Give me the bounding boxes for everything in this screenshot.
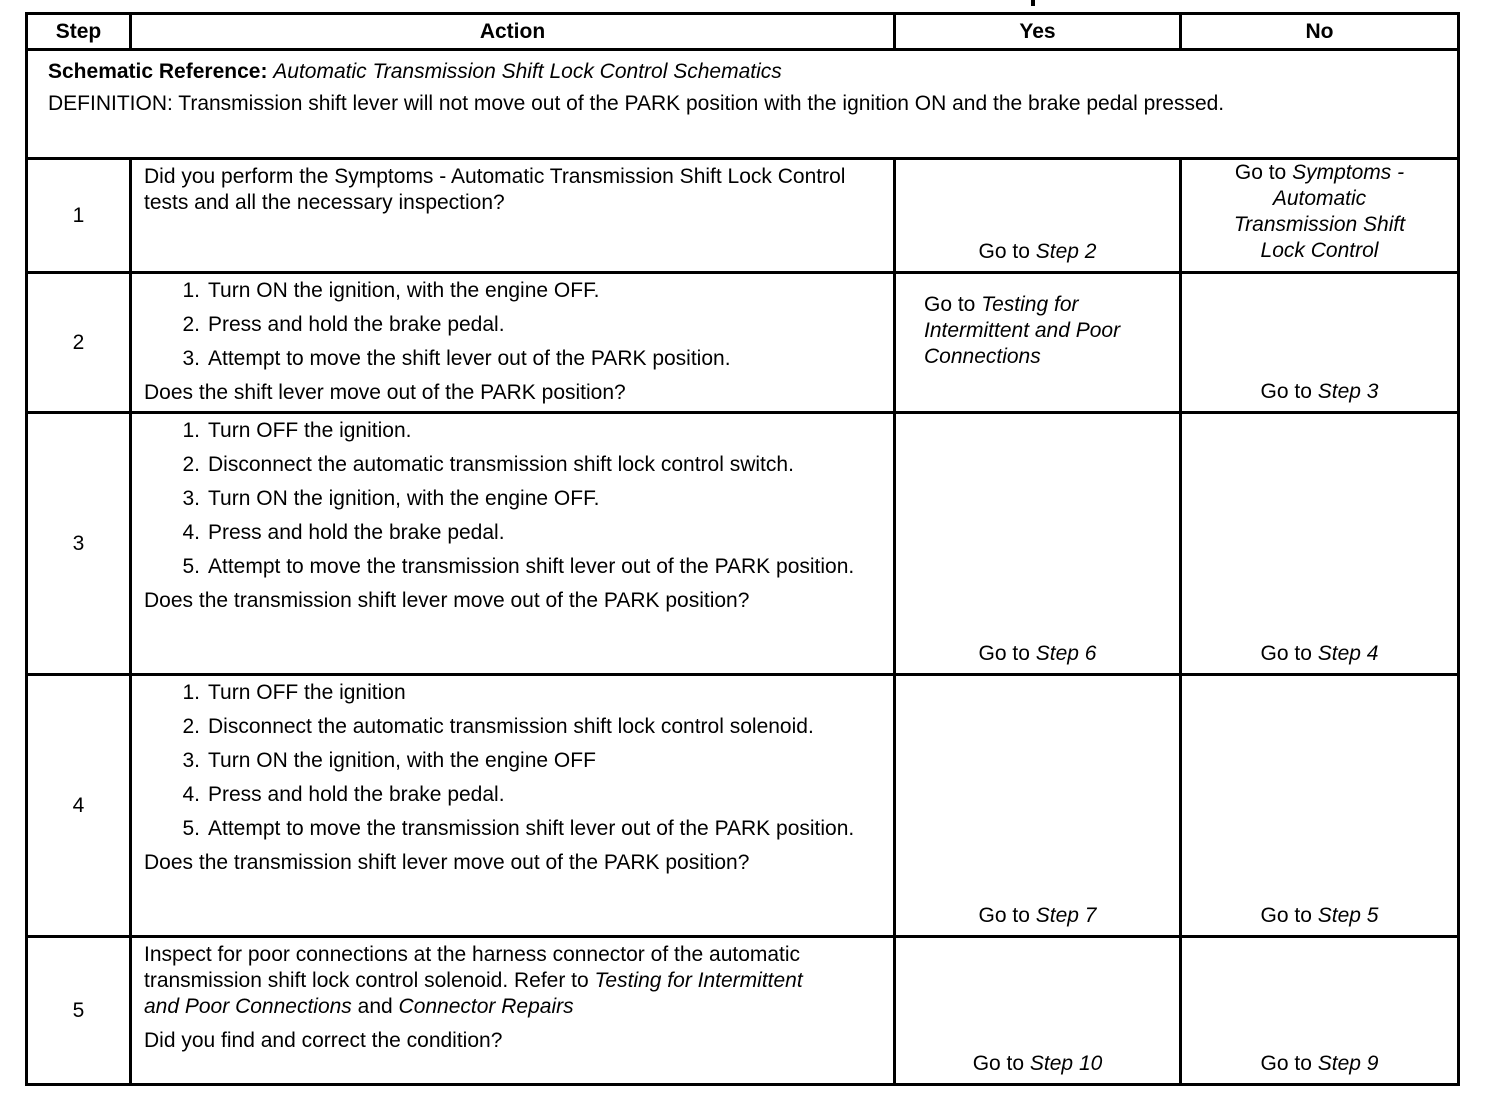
action-list [144,278,883,372]
go-to-label: Go to [924,293,976,316]
action-item: 5. Attempt to move the transmission shift lever out of the PARK position. [182,817,855,840]
yes-target: Step 2 [1035,240,1097,263]
yes-result[interactable] [896,274,1179,370]
yes-cell [895,413,1181,675]
no-target: Step 9 [1317,1052,1379,1075]
no-target: Step 3 [1317,380,1379,403]
header-yes: Yes [895,14,1181,50]
no-result[interactable] [1182,903,1457,929]
yes-cell [895,675,1181,937]
action-text: Inspect for poor connections at the harness connector of the automatic transmission shift lock control solenoid. Refer to Testing for Intermittent and Poor Connections and Connector Repairs [144,943,803,1018]
no-target: Step 5 [1317,904,1379,927]
go-to-label: Go to [978,642,1030,665]
step-number: 5 [27,937,131,1085]
action-cell [131,159,895,273]
action-item: 3. Turn ON the ignition, with the engine OFF [182,749,596,772]
action-item: 4. Press and hold the brake pedal. [182,521,505,544]
yes-cell [895,937,1181,1085]
no-target: Step 4 [1317,642,1379,665]
header-row [27,14,1459,50]
no-cell [1181,273,1459,413]
action-text: Did you perform the Symptoms - Automatic Transmission Shift Lock Control tests and all the necessary inspection? [144,165,846,214]
go-to-label: Go to [1260,642,1312,665]
go-to-label: Go to [1234,161,1287,184]
testing-reference-link[interactable]: Testing for Intermittent and Poor Connections [144,969,803,1018]
yes-target: Testing for Intermittent and Poor Connections [924,293,1121,368]
step-number: 2 [27,273,131,413]
go-to-label: Go to [978,240,1030,263]
action-question: Does the shift lever move out of the PARK position? [144,381,626,404]
page-mark [1031,0,1035,6]
action-question: Does the transmission shift lever move out of the PARK position? [144,851,750,874]
no-cell [1181,937,1459,1085]
action-item: 1. Turn ON the ignition, with the engine OFF. [182,279,600,302]
schematic-reference-label: Schematic Reference: [48,60,268,83]
no-target: Symptoms - Automatic Transmission Shift Lock Control [1233,161,1406,262]
yes-target: Step 6 [1035,642,1097,665]
yes-target: Step 10 [1029,1052,1103,1075]
no-result[interactable] [1182,641,1457,667]
action-item: 3. Turn ON the ignition, with the engine OFF. [182,487,600,510]
action-item: 1. Turn OFF the ignition [182,681,406,704]
header-step: Step [27,14,131,50]
action-item: 4. Press and hold the brake pedal. [182,783,505,806]
no-cell [1181,675,1459,937]
action-list [144,680,883,842]
action-item: 5. Attempt to move the transmission shift lever out of the PARK position. [182,555,855,578]
definition: DEFINITION: Transmission shift lever will not move out of the PARK position with the ignition ON and the brake pedal pressed. [48,92,1225,115]
table-row [27,159,1459,273]
action-item: 3. Attempt to move the shift lever out of the PARK position. [182,347,731,370]
table-row [27,413,1459,675]
yes-result[interactable] [896,239,1179,265]
yes-result[interactable] [896,641,1179,667]
schematic-reference-link[interactable]: Automatic Transmission Shift Lock Control Schematics [273,60,782,83]
step-number: 1 [27,159,131,273]
yes-result[interactable] [896,1051,1179,1077]
step-number: 3 [27,413,131,675]
schematic-reference [48,59,1457,85]
go-to-label: Go to [978,904,1030,927]
header-no: No [1181,14,1459,50]
no-cell [1181,413,1459,675]
action-item: 2. Press and hold the brake pedal. [182,313,505,336]
yes-target: Step 7 [1035,904,1097,927]
table-row [27,675,1459,937]
go-to-label: Go to [1260,904,1312,927]
action-question: Does the transmission shift lever move out of the PARK position? [144,589,750,612]
action-cell [131,273,895,413]
step-number: 4 [27,675,131,937]
yes-cell [895,273,1181,413]
action-cell [131,937,895,1085]
no-result[interactable] [1182,1051,1457,1077]
yes-cell [895,159,1181,273]
table-row [27,937,1459,1085]
reference-cell [27,50,1459,159]
no-result[interactable] [1182,160,1457,264]
no-result[interactable] [1182,379,1457,405]
go-to-label: Go to [972,1052,1025,1075]
connector-repairs-link[interactable]: Connector Repairs [398,995,574,1018]
table-row [27,273,1459,413]
no-cell [1181,159,1459,273]
action-cell [131,675,895,937]
action-item: 1. Turn OFF the ignition. [182,419,412,442]
header-action: Action [131,14,895,50]
action-question: Did you find and correct the condition? [144,1029,503,1052]
yes-result[interactable] [896,903,1179,929]
action-list [144,418,883,580]
diagnostic-table [25,12,1460,1086]
go-to-label: Go to [1260,1052,1312,1075]
action-item: 2. Disconnect the automatic transmission shift lock control solenoid. [182,715,814,738]
reference-row [27,50,1459,159]
action-cell [131,413,895,675]
action-item: 2. Disconnect the automatic transmission shift lock control switch. [182,453,794,476]
go-to-label: Go to [1260,380,1312,403]
